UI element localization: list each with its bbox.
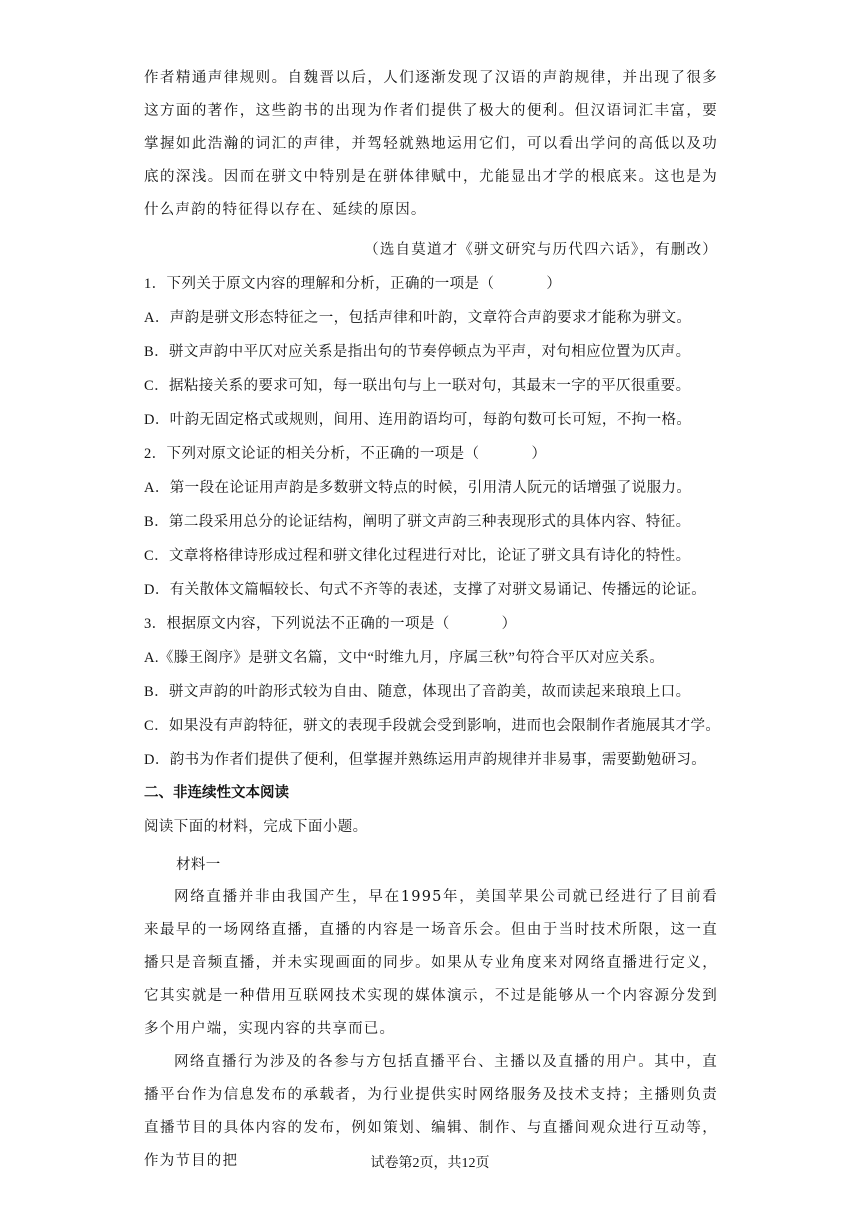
material-paragraph: 网络直播行为涉及的各参与方包括直播平台、主播以及直播的用户。其中，直播平台作为信息发布的承载者，为行业提供实时网络服务及技术支持；主播则负责直播节目的具体内容的发布，例如策划、编辑、制作、与直播间观众进行互动等，作为节目的把: [144, 1054, 718, 1169]
page-footer: 试卷第2页，共12页: [370, 1156, 490, 1171]
question-option: A．第一段在论证用声韵是多数骈文特点的时候，引用清人阮元的话增强了说服力。: [144, 480, 692, 496]
question-stem: 3．根据原文内容，下列说法不正确的一项是（ ）: [144, 616, 517, 632]
question-option: C．如果没有声韵特征，骈文的表现手段就会受到影响，进而也会限制作者施展其才学。: [144, 718, 721, 734]
question-option: B．骈文声韵的叶韵形式较为自由、随意，体现出了音韵美，故而读起来琅琅上口。: [144, 684, 691, 700]
material-title: 材料一: [176, 857, 221, 873]
question-option: D．有关散体文篇幅较长、句式不齐等的表述，支撑了对骈文易诵记、传播远的论证。: [144, 582, 707, 598]
question-option: C．据粘接关系的要求可知，每一联出句与上一联对句，其最末一字的平仄很重要。: [144, 378, 691, 394]
question-stem: 1．下列关于原文内容的理解和分析，正确的一项是（ ）: [144, 276, 562, 292]
question-option: B．第二段采用总分的论证结构，阐明了骈文声韵三种表现形式的具体内容、特征。: [144, 514, 691, 530]
question-option: B．骈文声韵中平仄对应关系是指出句的节奏停顿点为平声，对句相应位置为仄声。: [144, 344, 691, 360]
question-option: A．声韵是骈文形态特征之一，包括声律和叶韵，文章符合声韵要求才能称为骈文。: [144, 310, 692, 326]
section-instruction: 阅读下面的材料，完成下面小题。: [144, 819, 368, 835]
question-option: C．文章将格律诗形成过程和骈文律化过程进行对比，论证了骈文具有诗化的特性。: [144, 548, 691, 564]
passage-source: （选自莫道才《骈文研究与历代四六话》，有删改）: [364, 242, 718, 258]
question-option: A.《滕王阁序》是骈文名篇，文中“时维九月，序属三秋”句符合平仄对应关系。: [144, 650, 665, 666]
question-option: D．叶韵无固定格式或规则，间用、连用韵语均可，每韵句数可长可短，不拘一格。: [144, 412, 692, 428]
material-paragraph: 网络直播并非由我国产生，早在1995年，美国苹果公司就已经进行了目前看来最早的一场网络直播，直播的内容是一场音乐会。但由于当时技术所限，这一直播只是音频直播，并未实现画面的同步。如果从专业角度来对网络直播进行定义，它其实就是一种借用互联网技术实现的媒体演示，不过是能够从一个内容源分发到多个用户端，实现内容的共享而已。: [144, 889, 718, 1037]
question-stem: 2．下列对原文论证的相关分析，不正确的一项是（ ）: [144, 446, 547, 462]
question-list: [144, 267, 744, 777]
question-option: D．韵书为作者们提供了便利，但掌握并熟练运用声韵规律并非易事，需要勤勉研习。: [144, 752, 707, 768]
section-heading: 二、非连续性文本阅读: [144, 785, 289, 801]
passage-paragraph: 作者精通声律规则。自魏晋以后，人们逐渐发现了汉语的声韵规律，并出现了很多这方面的著作，这些韵书的出现为作者们提供了极大的便利。但汉语词汇丰富，要掌握如此浩瀚的词汇的声律，并驾轻就熟地运用它们，可以看出学问的高低以及功底的深浅。因而在骈文中特别是在骈体律赋中，尤能显出才学的根底来。这也是为什么声韵的特征得以存在、延续的原因。: [144, 70, 718, 218]
